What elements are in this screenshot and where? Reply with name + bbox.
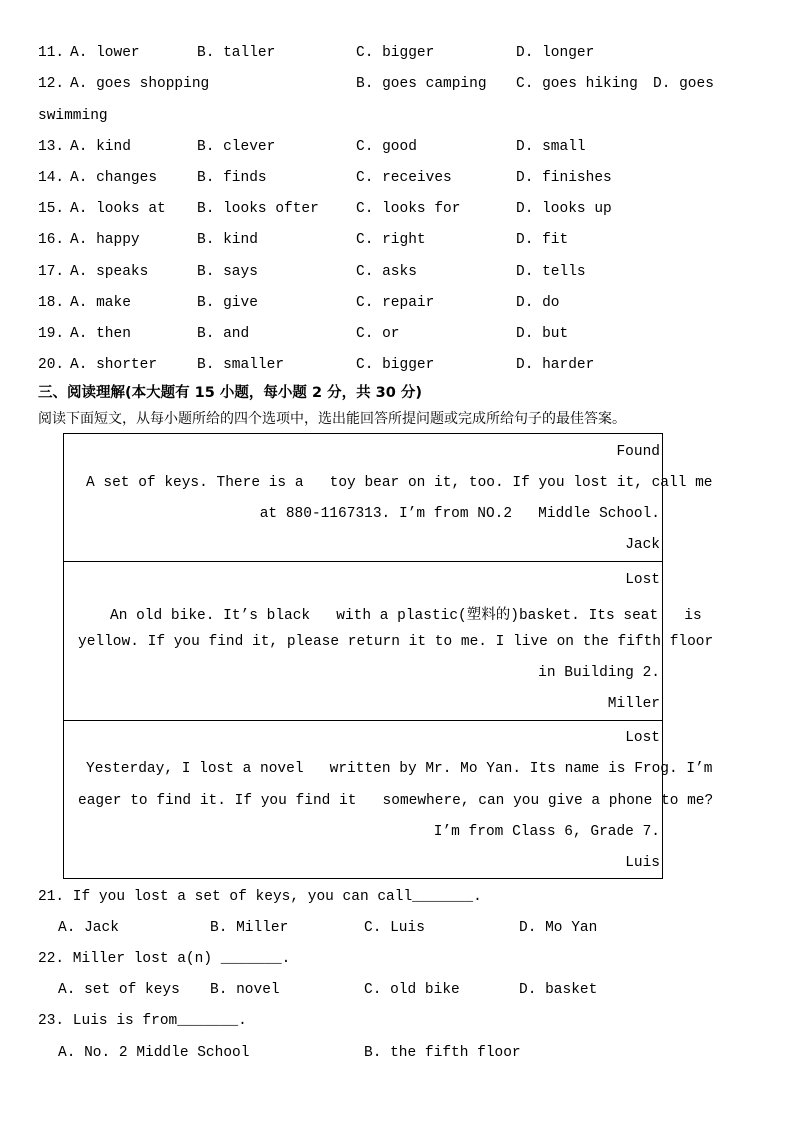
q13-option-c: C. good (356, 139, 417, 155)
q17-num: 17. (38, 264, 65, 280)
notice-signature: Jack (625, 537, 660, 553)
q19-option-d: D. but (516, 326, 569, 342)
q20-option-b: B. smaller (197, 357, 285, 373)
notice-signature: Luis (625, 855, 660, 871)
notice-line: Yesterday, I lost a novel written by Mr. Mo Yan. Its name is Frog. I’m (86, 761, 713, 777)
q14-option-b: B. finds (197, 170, 267, 186)
q20-option-a: A. shorter (70, 357, 158, 373)
q11-num: 11. (38, 45, 65, 61)
q19-option-b: B. and (197, 326, 250, 342)
q22-option-d: D. basket (519, 982, 598, 998)
q14-num: 14. (38, 170, 65, 186)
q16-option-c: C. right (356, 232, 426, 248)
q15-option-a: A. looks at (70, 201, 166, 217)
q20-option-d: D. harder (516, 357, 595, 373)
q19-num: 19. (38, 326, 65, 342)
q12-option-c: C. goes hiking (516, 76, 638, 92)
q20-num: 20. (38, 357, 65, 373)
section-heading: 三、阅读理解(本大题有 15 小题，每小题 2 分，共 30 分) (38, 385, 422, 401)
q14-option-a: A. changes (70, 170, 158, 186)
notice-signature: Miller (607, 696, 660, 712)
q18-option-a: A. make (70, 295, 131, 311)
notice-found (64, 434, 713, 561)
q16-option-b: B. kind (197, 232, 258, 248)
q11-option-d: D. longer (516, 45, 595, 61)
q13-option-a: A. kind (70, 139, 131, 155)
q15-option-c: C. looks for (356, 201, 461, 217)
notice-line: eager to find it. If you find it somewhere, can you give a phone to me? (78, 793, 714, 809)
question-22: 22. Miller lost a(n) _______. (38, 951, 291, 967)
q15-option-d: D. looks up (516, 201, 612, 217)
q11-option-c: C. bigger (356, 45, 435, 61)
notice-title: Found (616, 444, 660, 460)
q12-option-d: D. goes (653, 76, 714, 92)
q22-option-b: B. novel (210, 982, 280, 998)
notice-line: A set of keys. There is a toy bear on it, too. If you lost it, call me (86, 475, 713, 491)
q13-num: 13. (38, 139, 65, 155)
q14-option-c: C. receives (356, 170, 452, 186)
q21-option-b: B. Miller (210, 920, 289, 936)
q13-option-b: B. clever (197, 139, 276, 155)
q12-num: 12. (38, 76, 65, 92)
q19-option-a: A. then (70, 326, 131, 342)
q23-option-a: A. No. 2 Middle School (58, 1045, 250, 1061)
q13-option-d: D. small (516, 139, 586, 155)
q15-option-b: B. looks ofter (197, 201, 319, 217)
q11-option-b: B. taller (197, 45, 276, 61)
q12-option-d-wrap: swimming (38, 108, 108, 124)
notice-line: in Building 2. (538, 665, 660, 681)
q18-option-c: C. repair (356, 295, 435, 311)
notice-line: at 880-1167313. I’m from NO.2 Middle School. (259, 506, 660, 522)
q16-option-a: A. happy (70, 232, 140, 248)
q22-option-c: C. old bike (364, 982, 460, 998)
q21-option-c: C. Luis (364, 920, 425, 936)
q19-option-c: C. or (356, 326, 400, 342)
q12-option-a: A. goes shopping (70, 76, 210, 92)
q11-option-a: A. lower (70, 45, 140, 61)
notice-lost-novel (64, 720, 714, 879)
q18-num: 18. (38, 295, 65, 311)
q14-option-d: D. finishes (516, 170, 612, 186)
q17-option-c: C. asks (356, 264, 417, 280)
q18-option-d: D. do (516, 295, 560, 311)
notice-line: An old bike. It’s black with a plastic(塑料的)basket. Its seat is (110, 608, 702, 624)
q12-option-b: B. goes camping (356, 76, 487, 92)
question-21: 21. If you lost a set of keys, you can call_______. (38, 889, 482, 905)
q17-option-a: A. speaks (70, 264, 149, 280)
q21-option-a: A. Jack (58, 920, 119, 936)
notice-title: Lost (625, 572, 660, 588)
q23-option-b: B. the fifth floor (364, 1045, 521, 1061)
q21-option-d: D. Mo Yan (519, 920, 598, 936)
q15-num: 15. (38, 201, 65, 217)
notice-line: yellow. If you find it, please return it to me. I live on the fifth floor (78, 634, 714, 650)
notice-title: Lost (625, 730, 660, 746)
section-instruction: 阅读下面短文，从每小题所给的四个选项中，选出能回答所提问题或完成所给句子的最佳答案。 (38, 411, 626, 427)
q16-num: 16. (38, 232, 65, 248)
q22-option-a: A. set of keys (58, 982, 180, 998)
notice-lost-bike (64, 561, 714, 721)
notices-box (63, 433, 714, 879)
question-23: 23. Luis is from_______. (38, 1013, 247, 1029)
q17-option-d: D. tells (516, 264, 586, 280)
q18-option-b: B. give (197, 295, 258, 311)
q17-option-b: B. says (197, 264, 258, 280)
notice-line: I’m from Class 6, Grade 7. (433, 824, 660, 840)
q20-option-c: C. bigger (356, 357, 435, 373)
q16-option-d: D. fit (516, 232, 569, 248)
